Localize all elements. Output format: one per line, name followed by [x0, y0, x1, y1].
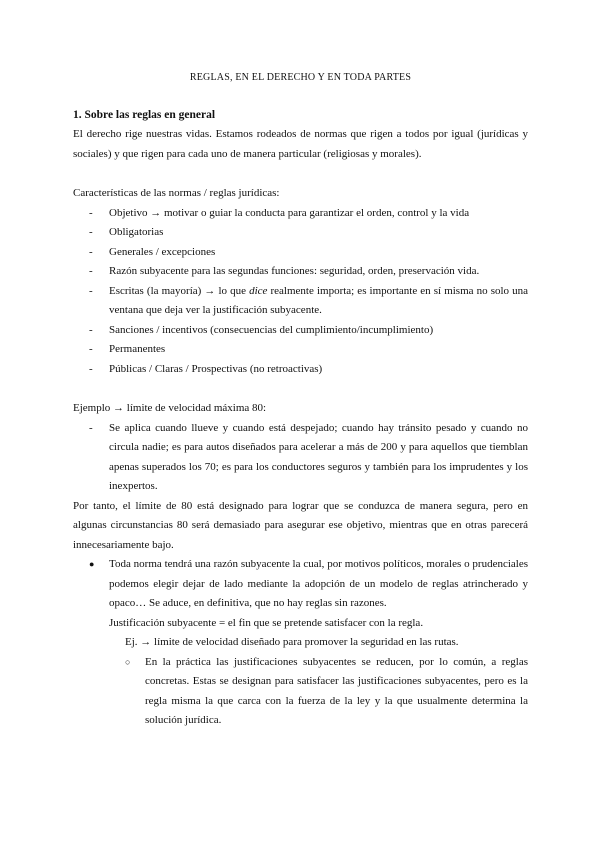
- document-title: REGLAS, EN EL DERECHO Y EN TODA PARTES: [189, 72, 412, 83]
- list-item: ● Toda norma tendrá una razón subyacente la cual, por motivos políticos, morales o prudenciales podemos elegir dejar de lado mediante la adopción de un modelo de reglas atrincherado y opaco… Se aduce, en definitiva, que no hay reglas sin razones.: [89, 558, 528, 609]
- list-item: - Se aplica cuando llueve y cuando está despejado; cuando hay tránsito pesado y cuando no circula nadie; es para autos diseñados para acelerar a más de 200 y para aquellos que tiemblan apenas superados los 70; es para los conductores seguros y también para los imprudentes y los inexpertos.: [89, 421, 528, 492]
- justification-sublist: [73, 653, 528, 731]
- justification-text: Justificación subyacente = el fin que se pretende satisfacer con la regla.: [109, 616, 424, 629]
- intro-paragraph: El derecho rige nuestras vidas. Estamos rodeados de normas que rigen a todos por igual (jurídicas y sociales) y que rigen para cada uno de manera particular (religiosas y morales).: [73, 128, 528, 160]
- characteristics-list: [73, 204, 528, 380]
- example-heading: Ejemplo → límite de velocidad máxima 80:: [73, 402, 267, 414]
- document-page: [73, 68, 528, 731]
- list-item: - Obligatorias: [89, 226, 164, 238]
- list-item: - Sanciones / incentivos (consecuencias del cumplimiento/incumplimiento): [89, 323, 434, 336]
- list-item: - Permanentes: [89, 343, 166, 355]
- conclusion-paragraph: Por tanto, el límite de 80 está designado para lograr que se conduzca de manera segura, pero en algunas circunstancias 80 será demasiado para asegurar ese objetivo, mientras que en otras parecerá innecesariamente bajo.: [73, 499, 528, 551]
- norms-list: [73, 555, 528, 614]
- list-item: - Escritas (la mayoría) → lo que dice realmente importa; es importante en sí misma no solo una ventana que deja ver la justificación subyacente.: [89, 284, 528, 316]
- list-item: - Razón subyacente para las segundas funciones: seguridad, orden, preservación vida.: [89, 265, 480, 277]
- list-item: - Generales / excepciones: [89, 245, 216, 258]
- list-item: - Objetivo → motivar o guiar la conducta para garantizar el orden, control y la vida: [89, 206, 470, 219]
- example-list: [73, 419, 528, 497]
- section-heading: 1. Sobre las reglas en general: [73, 108, 216, 121]
- list-item: - Públicas / Claras / Prospectivas (no retroactivas): [89, 362, 323, 375]
- justification-example: Ej. → límite de velocidad diseñado para promover la seguridad en las rutas.: [125, 636, 459, 648]
- characteristics-heading: Características de las normas / reglas jurídicas:: [73, 187, 280, 199]
- list-item: ○ En la práctica las justificaciones subyacentes se reducen, por lo común, a reglas concretas. Estas se designan para satisfacer las justificaciones subyacentes, pero es la regla misma la que carca con la fuerza de la ley y la que usualmente determina la solución jurídica.: [125, 655, 528, 726]
